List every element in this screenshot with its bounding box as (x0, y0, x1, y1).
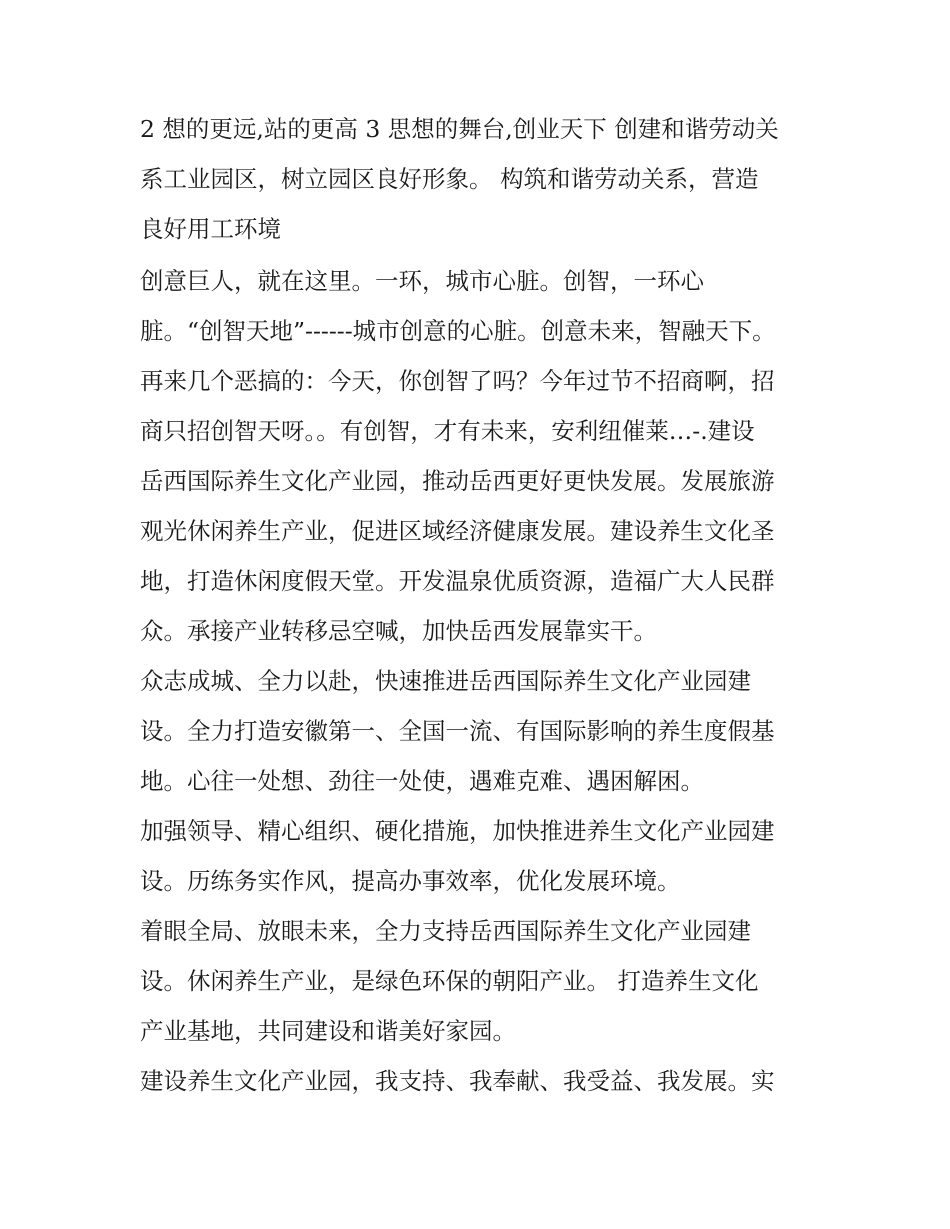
text-line: 创意巨人，就在这里。一环，城市心脏。创智，一环心 (140, 267, 704, 295)
text-line: 观光休闲养生产业，促进区域经济健康发展。建设养生文化圣 (140, 517, 775, 545)
text-line: 加强领导、精心组织、硬化措施，加快推进养生文化产业园建 (140, 817, 775, 845)
text-line: 岳西国际养生文化产业园，推动岳西更好更快发展。发展旅游 (140, 467, 775, 495)
text-line: 设。历练务实作风，提高办事效率，优化发展环境。 (140, 867, 681, 895)
text-line: 着眼全局、放眼未来，全力支持岳西国际养生文化产业园建 (140, 917, 751, 945)
text-line: 地。心往一处想、劲往一处使，遇难克难、遇困解困。 (140, 767, 704, 795)
text-line: 设。休闲养生产业，是绿色环保的朝阳产业。 打造养生文化 (140, 967, 759, 995)
text-line: 脏。“创智天地”------城市创意的心脏。创意未来，智融天下。 (140, 317, 776, 345)
text-line: 商只招创智天呀。。有创智，才有未来，安利纽催莱…-.建设 (140, 417, 755, 445)
text-line: 建设养生文化产业园，我支持、我奉献、我受益、我发展。实 (140, 1067, 775, 1095)
text-line: 众志成城、全力以赴，快速推进岳西国际养生文化产业园建 (140, 667, 751, 695)
text-line: 2 想的更远,站的更高 3 思想的舞台,创业天下 创建和谐劳动关 (140, 115, 779, 143)
text-line: 系工业园区，树立园区良好形象。 构筑和谐劳动关系，营造 (140, 165, 759, 193)
text-line: 产业基地，共同建设和谐美好家园。 (140, 1017, 516, 1045)
text-line: 地，打造休闲度假天堂。开发温泉优质资源，造福广大人民群 (140, 567, 775, 595)
text-line: 众。承接产业转移忌空喊，加快岳西发展靠实干。 (140, 617, 657, 645)
text-line: 再来几个恶搞的：今天，你创智了吗？今年过节不招商啊，招 (140, 367, 775, 395)
text-line: 设。全力打造安徽第一、全国一流、有国际影响的养生度假基 (140, 717, 775, 745)
text-line: 良好用工环境 (140, 215, 281, 243)
